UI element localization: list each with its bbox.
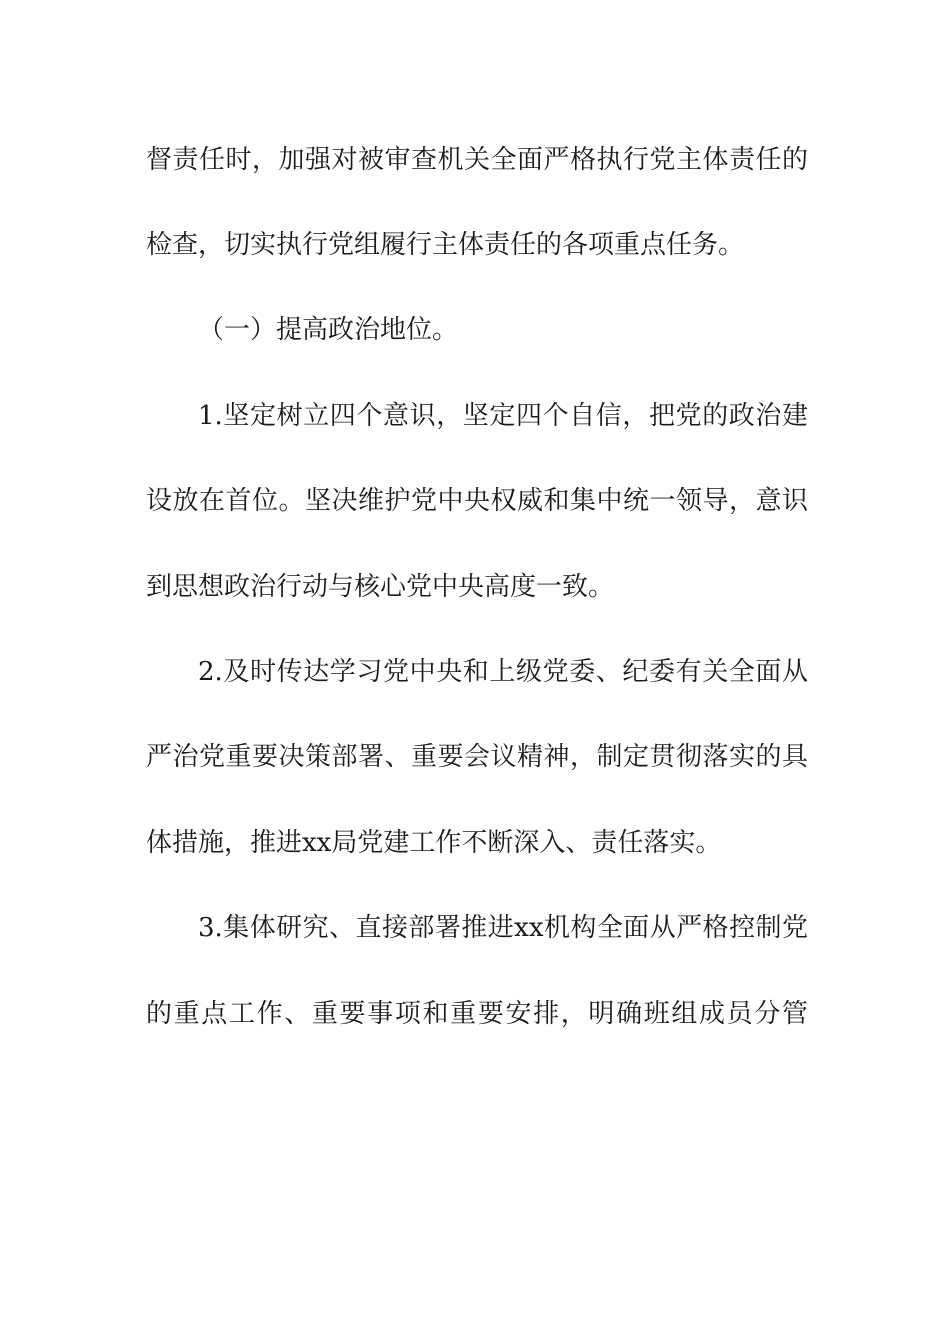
section-heading: （一）提高政治地位。 bbox=[198, 315, 459, 345]
list-item-1-line: 1.坚定树立四个意识，坚定四个自信，把党的政治建 bbox=[198, 401, 808, 431]
paragraph-line: 到思想政治行动与核心党中央高度一致。 bbox=[146, 572, 615, 602]
paragraph-line: 体措施，推进xx局党建工作不断深入、责任落实。 bbox=[146, 828, 722, 858]
paragraph-line: 的重点工作、重要事项和重要安排，明确班组成员分管 bbox=[146, 999, 808, 1029]
list-item-2-line: 2.及时传达学习党中央和上级党委、纪委有关全面从 bbox=[198, 657, 808, 687]
paragraph-line: 严治党重要决策部署、重要会议精神，制定贯彻落实的具 bbox=[146, 742, 808, 772]
list-item-3-line: 3.集体研究、直接部署推进xx机构全面从严格控制党 bbox=[198, 913, 808, 943]
paragraph-line: 检查，切实执行党组履行主体责任的各项重点任务。 bbox=[146, 230, 745, 260]
paragraph-line: 督责任时，加强对被审查机关全面严格执行党主体责任的 bbox=[146, 145, 808, 175]
paragraph-line: 设放在首位。坚决维护党中央权威和集中统一领导，意识 bbox=[146, 486, 808, 516]
